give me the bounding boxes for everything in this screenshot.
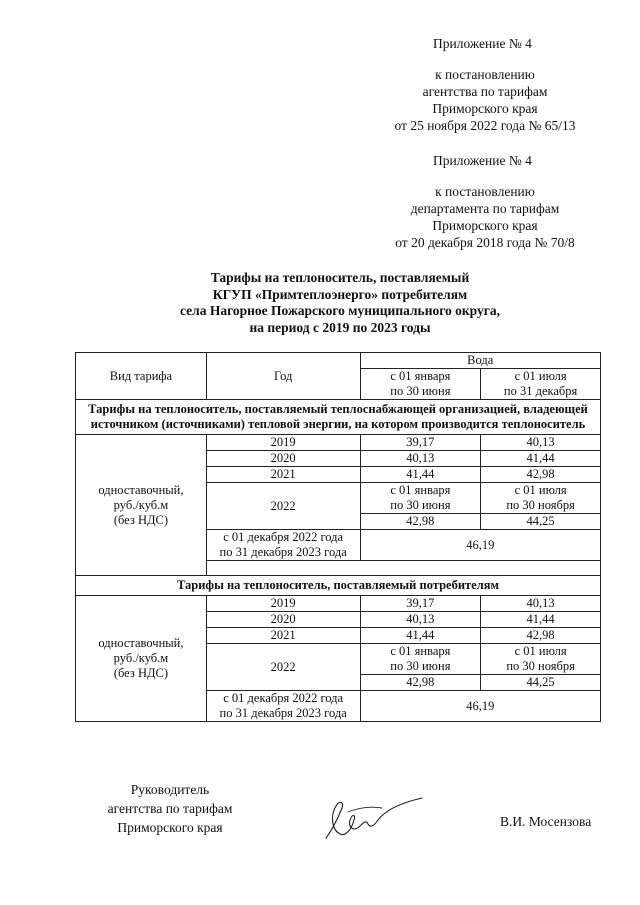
signatory-position xyxy=(95,780,245,837)
value-cell: 41,44 xyxy=(481,451,601,467)
header-tariff-type: Вид тарифа xyxy=(76,353,207,400)
tariff-type-cell xyxy=(76,596,207,722)
value-cell: 41,44 xyxy=(481,612,601,628)
empty-cell xyxy=(206,561,600,576)
section-heading-row xyxy=(76,576,601,596)
period-line: с 01 июля xyxy=(514,644,567,658)
value-cell: 40,13 xyxy=(481,596,601,612)
tariff-label-line: (без НДС) xyxy=(113,666,169,680)
value-cell: 42,98 xyxy=(360,514,481,530)
value-cell: 39,17 xyxy=(360,596,481,612)
year-cell: 2021 xyxy=(206,628,360,644)
header-period-2 xyxy=(481,369,601,400)
value-cell: 42,98 xyxy=(481,628,601,644)
header-period-1 xyxy=(360,369,481,400)
period-line: по 30 ноября xyxy=(506,498,575,512)
handwritten-signature xyxy=(318,790,428,845)
value-cell: 44,25 xyxy=(481,514,601,530)
year-cell: 2022 xyxy=(206,644,360,691)
period-cell xyxy=(206,530,360,561)
appendix-1-title: Приложение № 4 xyxy=(433,36,532,51)
signatory-position-line: Руководитель xyxy=(130,782,210,797)
table-row xyxy=(76,596,601,612)
appendix-2-line: от 20 декабря 2018 года № 70/8 xyxy=(395,235,575,250)
period-line: по 30 июня xyxy=(390,498,451,512)
period-line: по 31 декабря 2023 года xyxy=(219,706,347,720)
section-heading: Тарифы на теплоноситель, поставляемый теплоснабжающей организацией, владеющей источником (источниками) тепловой энергии, на котором производится теплоноситель xyxy=(76,400,601,435)
header-period-2-line: по 31 декабря xyxy=(503,384,578,398)
value-cell: 44,25 xyxy=(481,675,601,691)
tariff-label-line: (без НДС) xyxy=(113,512,169,527)
period-line: с 01 января xyxy=(390,644,451,658)
period-cell xyxy=(481,644,601,675)
section-heading-row xyxy=(76,400,601,435)
header-water: Вода xyxy=(360,353,601,369)
document-title-line: на период с 2019 по 2023 годы xyxy=(249,319,431,335)
year-cell: 2020 xyxy=(206,451,360,467)
appendix-1-line: к постановлению xyxy=(435,67,535,82)
year-cell: 2019 xyxy=(206,435,360,451)
period-line: с 01 декабря 2022 года xyxy=(223,530,344,544)
header-period-1-line: по 30 июня xyxy=(390,384,451,398)
document-title-line: села Нагорное Пожарского муниципального округа, xyxy=(180,303,500,318)
appendix-1-line: от 25 ноября 2022 года № 65/13 xyxy=(394,118,576,133)
signatory-name: В.И. Мосензова xyxy=(500,814,592,829)
period-line: по 31 декабря 2023 года xyxy=(219,545,347,559)
period-cell xyxy=(360,644,481,675)
value-cell: 40,13 xyxy=(360,451,481,467)
value-cell: 46,19 xyxy=(360,530,601,561)
tariff-type-cell xyxy=(76,435,207,576)
appendix-1-line: Приморского края xyxy=(432,101,538,116)
period-line: по 30 июня xyxy=(390,659,451,673)
period-cell xyxy=(360,483,481,514)
year-cell: 2019 xyxy=(206,596,360,612)
tariff-label-line: одноставочный, xyxy=(98,636,184,650)
tariff-label-line: руб./куб.м xyxy=(113,497,169,512)
signatory-position-line: агентства по тарифам xyxy=(107,801,233,816)
value-cell: 41,44 xyxy=(360,628,481,644)
value-cell: 46,19 xyxy=(360,691,601,722)
value-cell: 39,17 xyxy=(360,435,481,451)
value-cell: 42,98 xyxy=(360,675,481,691)
document-title xyxy=(90,270,590,336)
value-cell: 40,13 xyxy=(360,612,481,628)
appendix-1-line: агентства по тарифам xyxy=(422,84,548,99)
period-line: по 30 ноября xyxy=(506,659,575,673)
document-title-line: Тарифы на теплоноситель, поставляемый xyxy=(210,270,470,285)
appendix-2-title: Приложение № 4 xyxy=(433,153,532,168)
tariff-label-line: одноставочный, xyxy=(98,482,184,497)
tariffs-table xyxy=(75,352,601,722)
signatory-position-line: Приморского края xyxy=(117,820,223,835)
period-cell xyxy=(206,691,360,722)
appendix-2-line: к постановлению xyxy=(435,184,535,199)
table-row xyxy=(76,435,601,451)
period-line: с 01 июля xyxy=(514,483,567,497)
table-header-row xyxy=(76,353,601,369)
year-cell: 2021 xyxy=(206,467,360,483)
value-cell: 41,44 xyxy=(360,467,481,483)
period-line: с 01 декабря 2022 года xyxy=(223,691,344,705)
period-cell xyxy=(481,483,601,514)
value-cell: 40,13 xyxy=(481,435,601,451)
section-heading: Тарифы на теплоноситель, поставляемый потребителям xyxy=(76,576,601,596)
period-line: с 01 января xyxy=(390,483,451,497)
header-year: Год xyxy=(206,353,360,400)
tariff-label-line: руб./куб.м xyxy=(113,651,169,665)
value-cell: 42,98 xyxy=(481,467,601,483)
year-cell: 2020 xyxy=(206,612,360,628)
appendix-2-line: Приморского края xyxy=(432,218,538,233)
header-period-2-line: с 01 июля xyxy=(514,369,567,383)
document-title-line: КГУП «Примтеплоэнерго» потребителям xyxy=(212,286,468,302)
year-cell: 2022 xyxy=(206,483,360,530)
appendix-2-line: департамента по тарифам xyxy=(410,201,560,216)
header-period-1-line: с 01 января xyxy=(390,369,451,383)
